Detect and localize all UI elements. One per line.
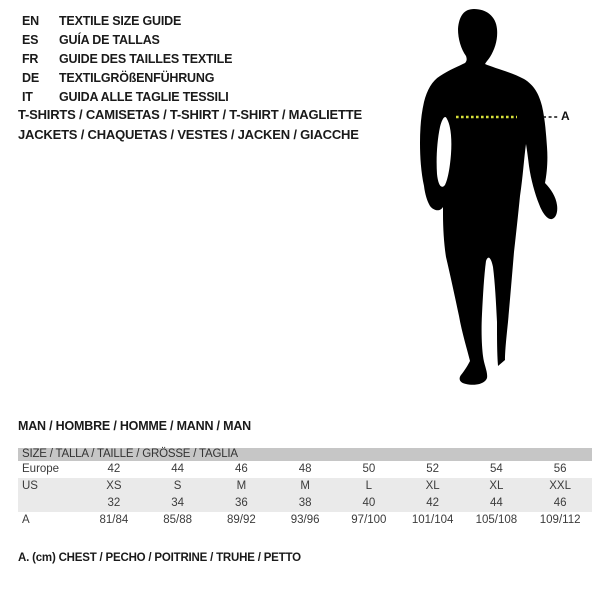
table-cell: 46 bbox=[234, 463, 248, 475]
table-cell: 50 bbox=[362, 463, 376, 475]
table-cell: 36 bbox=[234, 497, 248, 509]
table-row-europe bbox=[18, 461, 592, 478]
table-cell: 42 bbox=[107, 463, 121, 475]
table-row-chest-cm bbox=[18, 512, 592, 529]
language-code: FR bbox=[22, 51, 39, 66]
language-row bbox=[22, 68, 232, 87]
table-cell: 44 bbox=[171, 463, 185, 475]
language-code: DE bbox=[22, 70, 39, 85]
table-cell: 109/112 bbox=[539, 514, 581, 526]
language-row bbox=[22, 12, 232, 31]
table-cell: 105/108 bbox=[475, 514, 518, 526]
table-row-us-numeric bbox=[18, 495, 592, 512]
row-label: A bbox=[22, 514, 30, 526]
language-row bbox=[22, 87, 232, 106]
row-label: US bbox=[22, 480, 38, 492]
table-cell: M bbox=[236, 480, 247, 492]
table-cell: 42 bbox=[426, 497, 440, 509]
table-cell: 52 bbox=[426, 463, 440, 475]
language-list bbox=[22, 12, 232, 106]
size-table bbox=[18, 448, 592, 529]
language-code: IT bbox=[22, 89, 33, 104]
table-cell: 101/104 bbox=[411, 514, 454, 526]
category-list bbox=[18, 105, 362, 145]
language-label: GUIDE DES TAILLES TEXTILE bbox=[59, 51, 233, 66]
category-tshirts: T-SHIRTS / CAMISETAS / T-SHIRT / T-SHIRT / MAGLIETTE bbox=[18, 107, 362, 122]
row-label: Europe bbox=[22, 463, 60, 475]
table-cell: XL bbox=[489, 480, 504, 492]
table-cell: XL bbox=[425, 480, 440, 492]
section-title-man: MAN / HOMBRE / HOMME / MANN / MAN bbox=[18, 419, 251, 433]
language-code: ES bbox=[22, 33, 39, 48]
language-label: GUÍA DE TALLAS bbox=[59, 33, 160, 48]
table-cell: 46 bbox=[553, 497, 567, 509]
table-cell: 97/100 bbox=[351, 514, 387, 526]
table-cell: 93/96 bbox=[290, 514, 320, 526]
language-row bbox=[22, 50, 232, 69]
category-jackets: JACKETS / CHAQUETAS / VESTES / JACKEN / GIACCHE bbox=[18, 127, 359, 142]
table-cell: XXL bbox=[549, 480, 571, 492]
size-table-header: SIZE / TALLA / TAILLE / GRÖSSE / TAGLIA bbox=[18, 448, 592, 461]
language-label: TEXTILE SIZE GUIDE bbox=[59, 14, 182, 29]
table-cell: 89/92 bbox=[226, 514, 256, 526]
table-cell: 81/84 bbox=[99, 514, 129, 526]
table-cell: M bbox=[300, 480, 310, 492]
language-label: TEXTILGRÖßENFÜHRUNG bbox=[59, 70, 215, 85]
table-cell: 38 bbox=[298, 497, 312, 509]
language-code: EN bbox=[22, 14, 39, 29]
row-label bbox=[18, 495, 82, 512]
language-label: GUIDA ALLE TAGLIE TESSILI bbox=[59, 89, 229, 104]
man-silhouette bbox=[390, 5, 570, 390]
table-cell: 85/88 bbox=[163, 514, 193, 526]
table-cell: 56 bbox=[553, 463, 567, 475]
table-cell: XS bbox=[106, 480, 122, 492]
measurement-label-a: A bbox=[561, 109, 570, 123]
table-row-us bbox=[18, 478, 592, 495]
footnote-chest-measurement: A. (cm) CHEST / PECHO / POITRINE / TRUHE / PETTO bbox=[18, 552, 301, 564]
language-row bbox=[22, 31, 232, 50]
man-silhouette-shape bbox=[420, 9, 557, 385]
table-cell: L bbox=[365, 480, 373, 492]
table-cell: 32 bbox=[107, 497, 121, 509]
table-cell: 48 bbox=[298, 463, 312, 475]
table-cell: 40 bbox=[362, 497, 376, 509]
table-cell: 54 bbox=[489, 463, 503, 475]
table-cell: 44 bbox=[489, 497, 503, 509]
table-cell: 34 bbox=[171, 497, 185, 509]
table-cell: S bbox=[173, 480, 182, 492]
